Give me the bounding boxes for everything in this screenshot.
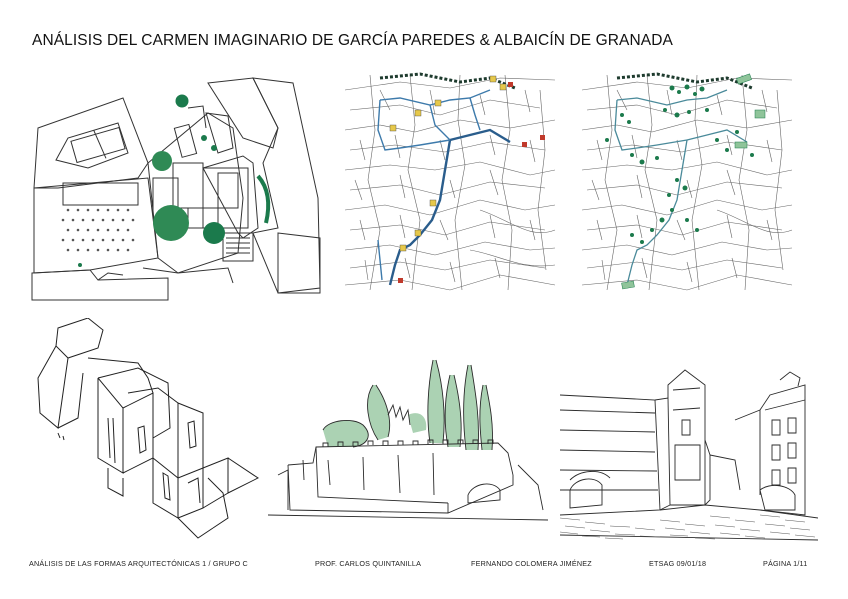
footer-author: FERNANDO COLOMERA JIMÉNEZ: [471, 559, 592, 568]
footer-page: PÁGINA 1/11: [763, 559, 808, 568]
footer-school-date: ETSAG 09/01/18: [649, 559, 707, 568]
garden-wall-sketch-figure: [268, 325, 550, 543]
site-plan-figure: [28, 68, 328, 303]
street-perspective-figure: [560, 340, 818, 545]
footer-professor: PROF. CARLOS QUINTANILLA: [315, 559, 422, 568]
footer-course: ANÁLISIS DE LAS FORMAS ARQUITECTÓNICAS 1 / GRUPO C: [29, 559, 248, 568]
vegetation-map-figure: [577, 70, 799, 295]
axonometric-figure: [28, 318, 268, 543]
footer: [0, 559, 848, 573]
route-map-figure: [340, 70, 562, 295]
page-title: ANÁLISIS DEL CARMEN IMAGINARIO DE GARCÍA PAREDES & ALBAICÍN DE GRANADA: [32, 32, 673, 49]
